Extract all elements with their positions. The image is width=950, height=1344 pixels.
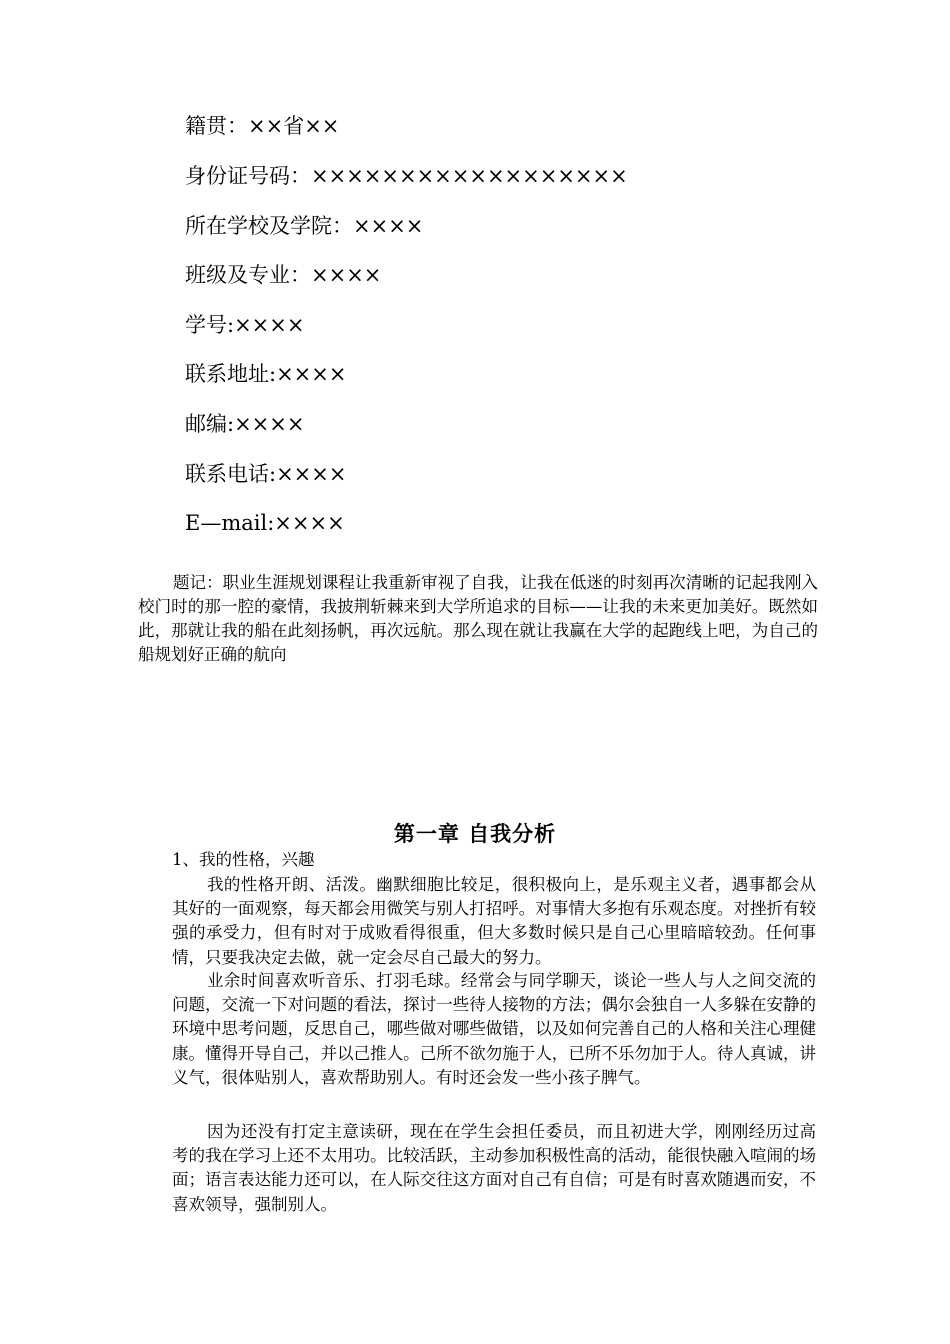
info-value: ××××××××××××××××××	[311, 164, 628, 188]
info-label: 籍贯：	[185, 114, 248, 138]
info-email	[185, 509, 345, 537]
info-label: 班级及专业：	[185, 263, 311, 287]
info-value: ××××	[311, 263, 382, 287]
info-label: 身份证号码：	[185, 164, 311, 188]
info-id-number	[185, 162, 628, 190]
info-value: ××省××	[248, 114, 340, 138]
body-paragraph-personality: 我的性格开朗、活泼。幽默细胞比较足，很积极向上，是乐观主义者，遇事都会从其好的一面观察，每天都会用微笑与别人打招呼。对事情大多抱有乐观态度。对挫折有较强的承受力，但有时对于成败看得很重，但大多数时候只是自己心里暗暗较劲。任何事情，只要我决定去做，就一定会尽自己最大的努力。	[172, 875, 816, 967]
info-label: E—mail:	[185, 511, 275, 535]
info-address	[185, 360, 346, 388]
info-label: 联系电话:	[185, 462, 277, 486]
info-value: ××××	[234, 313, 305, 337]
info-label: 学号:	[185, 313, 235, 337]
info-phone	[185, 460, 346, 488]
info-student-id	[185, 311, 304, 339]
info-label: 所在学校及学院：	[185, 214, 353, 238]
info-value: ××××	[353, 214, 424, 238]
body-paragraph-hobbies: 业余时间喜欢听音乐、打羽毛球。经常会与同学聊天，谈论一些人与人之间交流的问题，交流一下对问题的看法，探讨一些待人接物的方法；偶尔会独自一人多躲在安静的环境中思考问题，反思自己，哪些做对哪些做错，以及如何完善自己的人格和关注心理健康。懂得开导自己，并以己推人。己所不欲勿施于人，已所不乐勿加于人。待人真诚，讲义气，很体贴别人，喜欢帮助别人。有时还会发一些小孩子脾气。	[172, 971, 816, 1087]
info-label: 联系地址:	[185, 362, 277, 386]
info-value: ××××	[276, 362, 347, 386]
chapter-title: 第一章 自我分析	[393, 822, 557, 846]
body-paragraph-study: 因为还没有打定主意读研，现在在学生会担任委员，而且初进大学，刚刚经历过高考的我在学习上还不太用功。比较活跃，主动参加积极性高的活动，能很快融入喧闹的场面；语言表达能力还可以，在人际交往这方面对自己有自信；可是有时喜欢随遇而安，不喜欢领导，强制别人。	[172, 1122, 816, 1214]
section-heading: 1、我的性格，兴趣	[172, 850, 315, 869]
info-class-major	[185, 261, 381, 289]
preface-paragraph: 题记：职业生涯规划课程让我重新审视了自我，让我在低迷的时刻再次清晰的记起我刚入校门时的那一腔的豪情，我披荆斩棘来到大学所追求的目标——让我的未来更加美好。既然如此，那就让我的船在此刻扬帆，再次远航。那么现在就让我赢在大学的起跑线上吧，为自己的船规划好正确的航向	[138, 573, 818, 664]
info-hometown	[185, 112, 339, 140]
info-postcode	[185, 410, 304, 438]
info-school	[185, 212, 423, 240]
info-value: ××××	[274, 511, 345, 535]
info-label: 邮编:	[185, 412, 235, 436]
info-value: ××××	[234, 412, 305, 436]
info-value: ××××	[276, 462, 347, 486]
